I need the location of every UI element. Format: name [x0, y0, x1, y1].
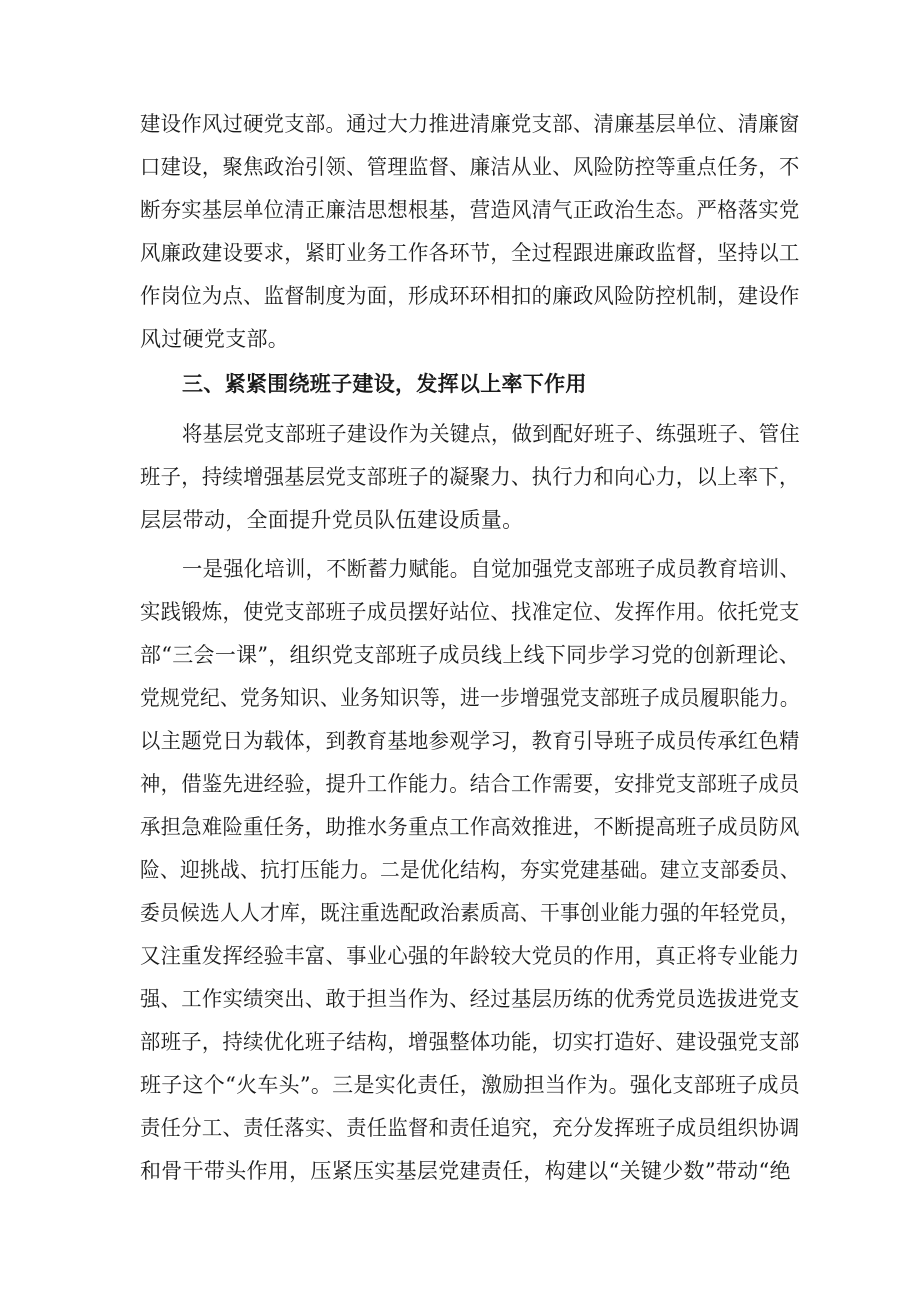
text-line: 神，借鉴先进经验，提升工作能力。结合工作需要，安排党支部班子成员: [140, 772, 800, 796]
text-line: 责任分工、责任落实、责任监督和责任追究，充分发挥班子成员组织协调: [140, 1116, 800, 1140]
text-line: 和骨干带头作用，压紧压实基层党建责任，构建以“关键少数”带动“绝: [140, 1159, 791, 1183]
text-line: 建设作风过硬党支部。通过大力推进清廉党支部、清廉基层单位、清廉窗: [140, 112, 800, 136]
text-line: 层层带动，全面提升党员队伍建设质量。: [140, 508, 524, 532]
text-line: 实践锻炼，使党支部班子成员摆好站位、找准定位、发挥作用。依托党支: [140, 600, 800, 624]
text-line: 班子，持续增强基层党支部班子的凝聚力、执行力和向心力，以上率下，: [140, 465, 800, 489]
text-line: 部班子，持续优化班子结构，增强整体功能，切实打造好、建设强党支部: [140, 1030, 800, 1054]
text-line: 将基层党支部班子建设作为关键点，做到配好班子、练强班子、管住: [182, 422, 800, 446]
text-line: 部“三会一课”，组织党支部班子成员线上线下同步学习党的创新理论、: [140, 643, 801, 667]
section-heading: 三、紧紧围绕班子建设，发挥以上率下作用: [182, 372, 587, 396]
text-line: 断夯实基层单位清正廉洁思想根基，营造风清气正政治生态。严格落实党: [140, 198, 800, 222]
text-line: 又注重发挥经验丰富、事业心强的年龄较大党员的作用，真正将专业能力: [140, 944, 800, 968]
text-line: 党规党纪、党务知识、业务知识等，进一步增强党支部班子成员履职能力。: [140, 686, 800, 710]
text-line: 风廉政建设要求，紧盯业务工作各环节，全过程跟进廉政监督，坚持以工: [140, 241, 800, 265]
text-line: 险、迎挑战、抗打压能力。二是优化结构，夯实党建基础。建立支部委员、: [140, 858, 800, 882]
text-line: 风过硬党支部。: [140, 327, 290, 351]
text-line: 口建设，聚焦政治引领、管理监督、廉洁从业、风险防控等重点任务，不: [140, 155, 800, 179]
text-line: 作岗位为点、监督制度为面，形成环环相扣的廉政风险防控机制，建设作: [140, 284, 800, 308]
text-line: 以主题党日为载体，到教育基地参观学习，教育引导班子成员传承红色精: [140, 729, 800, 753]
text-line: 强、工作实绩突出、敢于担当作为、经过基层历练的优秀党员选拔进党支: [140, 987, 800, 1011]
text-line: 承担急难险重任务，助推水务重点工作高效推进，不断提高班子成员防风: [140, 815, 800, 839]
text-line: 委员候选人人才库，既注重选配政治素质高、干事创业能力强的年轻党员，: [140, 901, 800, 925]
text-line: 班子这个“火车头”。三是实化责任，激励担当作为。强化支部班子成员: [140, 1073, 801, 1097]
text-line: 一是强化培训，不断蓄力赋能。自觉加强党支部班子成员教育培训、: [182, 557, 800, 581]
